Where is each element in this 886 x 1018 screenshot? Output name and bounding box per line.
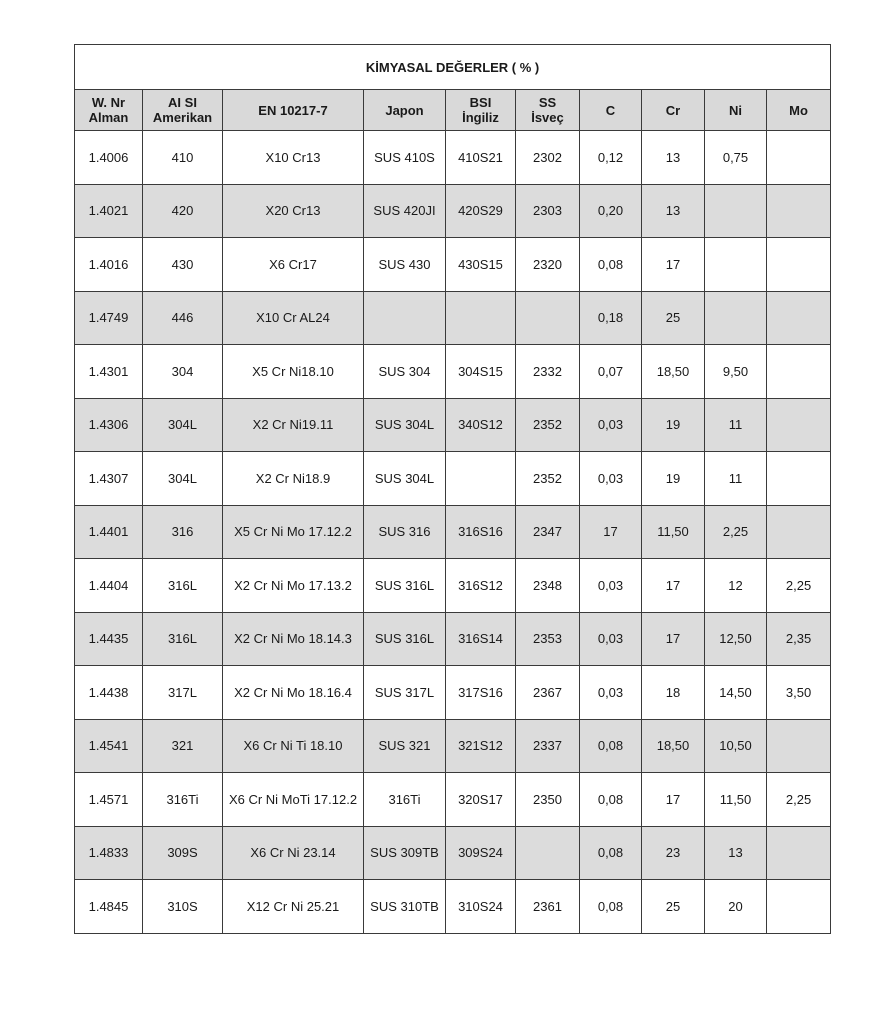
cell-cr: 19 <box>642 452 705 506</box>
cell-aisi-amerikan: 316L <box>143 612 223 666</box>
cell-aisi-amerikan: 430 <box>143 238 223 292</box>
column-header-cr <box>642 90 705 131</box>
cell-ni: 11,50 <box>705 773 767 827</box>
cell-aisi-amerikan: 446 <box>143 291 223 345</box>
cell-aisi-amerikan: 316Ti <box>143 773 223 827</box>
cell-en-10217-7: X2 Cr Ni Mo 17.13.2 <box>223 559 364 613</box>
cell-ss-isvec: 2303 <box>516 184 580 238</box>
cell-c: 0,03 <box>580 559 642 613</box>
cell-en-10217-7: X10 Cr13 <box>223 131 364 185</box>
cell-bsi-ingiliz: 420S29 <box>446 184 516 238</box>
cell-c: 0,08 <box>580 880 642 934</box>
cell-japon: SUS 410S <box>364 131 446 185</box>
cell-ni: 13 <box>705 826 767 880</box>
cell-c: 0,08 <box>580 773 642 827</box>
cell-bsi-ingiliz: 340S12 <box>446 398 516 452</box>
table-row <box>75 184 831 238</box>
cell-cr: 18,50 <box>642 719 705 773</box>
cell-cr: 19 <box>642 398 705 452</box>
cell-w-nr-alman: 1.4571 <box>75 773 143 827</box>
cell-cr: 18 <box>642 666 705 720</box>
table-row <box>75 826 831 880</box>
table-row <box>75 719 831 773</box>
cell-bsi-ingiliz: 304S15 <box>446 345 516 399</box>
cell-ss-isvec: 2353 <box>516 612 580 666</box>
cell-en-10217-7: X2 Cr Ni18.9 <box>223 452 364 506</box>
table-row <box>75 238 831 292</box>
cell-japon: SUS 316 <box>364 505 446 559</box>
cell-ss-isvec: 2302 <box>516 131 580 185</box>
cell-mo <box>767 452 831 506</box>
cell-c: 0,18 <box>580 291 642 345</box>
cell-japon: SUS 309TB <box>364 826 446 880</box>
cell-mo: 3,50 <box>767 666 831 720</box>
cell-mo: 2,25 <box>767 773 831 827</box>
cell-w-nr-alman: 1.4401 <box>75 505 143 559</box>
cell-cr: 25 <box>642 291 705 345</box>
cell-ni: 0,75 <box>705 131 767 185</box>
cell-bsi-ingiliz: 316S14 <box>446 612 516 666</box>
cell-w-nr-alman: 1.4541 <box>75 719 143 773</box>
cell-bsi-ingiliz: 317S16 <box>446 666 516 720</box>
header-line: Mo <box>789 102 808 118</box>
cell-aisi-amerikan: 304 <box>143 345 223 399</box>
cell-cr: 18,50 <box>642 345 705 399</box>
chemical-values-table-container <box>74 44 830 934</box>
cell-c: 0,03 <box>580 666 642 720</box>
cell-japon: SUS 321 <box>364 719 446 773</box>
cell-aisi-amerikan: 410 <box>143 131 223 185</box>
cell-w-nr-alman: 1.4021 <box>75 184 143 238</box>
cell-w-nr-alman: 1.4301 <box>75 345 143 399</box>
cell-w-nr-alman: 1.4435 <box>75 612 143 666</box>
cell-mo: 2,35 <box>767 612 831 666</box>
cell-ni <box>705 291 767 345</box>
cell-mo <box>767 826 831 880</box>
column-header-aisi-amerikan <box>143 90 223 131</box>
cell-ss-isvec: 2320 <box>516 238 580 292</box>
cell-cr: 25 <box>642 880 705 934</box>
cell-en-10217-7: X12 Cr Ni 25.21 <box>223 880 364 934</box>
cell-ni: 10,50 <box>705 719 767 773</box>
header-line: EN 10217-7 <box>258 102 328 118</box>
cell-aisi-amerikan: 317L <box>143 666 223 720</box>
cell-en-10217-7: X6 Cr Ni 23.14 <box>223 826 364 880</box>
cell-w-nr-alman: 1.4307 <box>75 452 143 506</box>
cell-w-nr-alman: 1.4438 <box>75 666 143 720</box>
cell-bsi-ingiliz: 316S16 <box>446 505 516 559</box>
column-header-w-nr-alman <box>75 90 143 131</box>
cell-bsi-ingiliz: 321S12 <box>446 719 516 773</box>
header-line: Japon <box>385 102 424 118</box>
cell-mo <box>767 131 831 185</box>
header-line: C <box>605 102 616 118</box>
cell-w-nr-alman: 1.4306 <box>75 398 143 452</box>
cell-c: 0,12 <box>580 131 642 185</box>
column-header-en-10217-7 <box>223 90 364 131</box>
cell-en-10217-7: X6 Cr Ni MoTi 17.12.2 <box>223 773 364 827</box>
table-row <box>75 880 831 934</box>
cell-en-10217-7: X2 Cr Ni Mo 18.16.4 <box>223 666 364 720</box>
cell-aisi-amerikan: 309S <box>143 826 223 880</box>
cell-japon: SUS 420JI <box>364 184 446 238</box>
table-row <box>75 398 831 452</box>
cell-en-10217-7: X2 Cr Ni Mo 18.14.3 <box>223 612 364 666</box>
column-header-row <box>75 90 831 131</box>
cell-ss-isvec: 2350 <box>516 773 580 827</box>
cell-bsi-ingiliz <box>446 452 516 506</box>
cell-mo <box>767 719 831 773</box>
cell-ni: 11 <box>705 398 767 452</box>
cell-bsi-ingiliz: 320S17 <box>446 773 516 827</box>
cell-c: 0,08 <box>580 826 642 880</box>
cell-mo: 2,25 <box>767 559 831 613</box>
cell-aisi-amerikan: 316 <box>143 505 223 559</box>
cell-cr: 23 <box>642 826 705 880</box>
table-body <box>75 131 831 934</box>
cell-mo <box>767 184 831 238</box>
table-row <box>75 559 831 613</box>
column-header-c <box>580 90 642 131</box>
cell-w-nr-alman: 1.4016 <box>75 238 143 292</box>
cell-cr: 17 <box>642 773 705 827</box>
header-line: İngiliz <box>462 110 499 125</box>
header-line: AI SI <box>168 95 197 110</box>
table-row <box>75 773 831 827</box>
cell-aisi-amerikan: 321 <box>143 719 223 773</box>
cell-cr: 13 <box>642 131 705 185</box>
header-line: Ni <box>729 102 742 118</box>
cell-mo <box>767 345 831 399</box>
cell-aisi-amerikan: 316L <box>143 559 223 613</box>
table-row <box>75 291 831 345</box>
cell-ss-isvec <box>516 291 580 345</box>
cell-japon <box>364 291 446 345</box>
cell-mo <box>767 880 831 934</box>
cell-c: 0,03 <box>580 398 642 452</box>
cell-ni: 9,50 <box>705 345 767 399</box>
cell-c: 0,20 <box>580 184 642 238</box>
cell-ss-isvec: 2367 <box>516 666 580 720</box>
cell-japon: SUS 304L <box>364 452 446 506</box>
cell-w-nr-alman: 1.4845 <box>75 880 143 934</box>
cell-bsi-ingiliz: 430S15 <box>446 238 516 292</box>
cell-cr: 11,50 <box>642 505 705 559</box>
cell-ss-isvec: 2337 <box>516 719 580 773</box>
cell-ni: 11 <box>705 452 767 506</box>
cell-aisi-amerikan: 304L <box>143 398 223 452</box>
cell-en-10217-7: X20 Cr13 <box>223 184 364 238</box>
cell-japon: SUS 310TB <box>364 880 446 934</box>
cell-ni: 14,50 <box>705 666 767 720</box>
cell-w-nr-alman: 1.4833 <box>75 826 143 880</box>
cell-ss-isvec: 2361 <box>516 880 580 934</box>
cell-mo <box>767 238 831 292</box>
cell-ni: 2,25 <box>705 505 767 559</box>
cell-aisi-amerikan: 420 <box>143 184 223 238</box>
header-line: Cr <box>665 102 681 118</box>
cell-japon: SUS 316L <box>364 612 446 666</box>
header-line: SS <box>538 95 557 110</box>
header-line: Amerikan <box>152 110 213 125</box>
column-header-ni <box>705 90 767 131</box>
table-title: KİMYASAL DEĞERLER ( % ) <box>75 45 831 90</box>
cell-en-10217-7: X5 Cr Ni18.10 <box>223 345 364 399</box>
header-line: BSI <box>469 95 492 110</box>
cell-ss-isvec: 2352 <box>516 452 580 506</box>
cell-w-nr-alman: 1.4749 <box>75 291 143 345</box>
cell-en-10217-7: X6 Cr Ni Ti 18.10 <box>223 719 364 773</box>
cell-ss-isvec: 2348 <box>516 559 580 613</box>
cell-japon: 316Ti <box>364 773 446 827</box>
column-header-bsi-ingiliz <box>446 90 516 131</box>
cell-bsi-ingiliz <box>446 291 516 345</box>
table-row <box>75 612 831 666</box>
column-header-mo <box>767 90 831 131</box>
cell-mo <box>767 398 831 452</box>
header-line: W. Nr <box>91 95 126 110</box>
cell-mo <box>767 291 831 345</box>
header-line: Alman <box>88 110 129 125</box>
cell-cr: 17 <box>642 559 705 613</box>
cell-aisi-amerikan: 304L <box>143 452 223 506</box>
cell-en-10217-7: X2 Cr Ni19.11 <box>223 398 364 452</box>
cell-cr: 13 <box>642 184 705 238</box>
cell-c: 17 <box>580 505 642 559</box>
cell-mo <box>767 505 831 559</box>
cell-w-nr-alman: 1.4006 <box>75 131 143 185</box>
cell-ss-isvec <box>516 826 580 880</box>
cell-japon: SUS 304 <box>364 345 446 399</box>
cell-japon: SUS 430 <box>364 238 446 292</box>
cell-bsi-ingiliz: 310S24 <box>446 880 516 934</box>
cell-japon: SUS 316L <box>364 559 446 613</box>
cell-c: 0,03 <box>580 612 642 666</box>
cell-en-10217-7: X5 Cr Ni Mo 17.12.2 <box>223 505 364 559</box>
table-row <box>75 666 831 720</box>
table-row <box>75 505 831 559</box>
cell-ss-isvec: 2347 <box>516 505 580 559</box>
cell-ni: 20 <box>705 880 767 934</box>
table-row <box>75 345 831 399</box>
cell-ni: 12,50 <box>705 612 767 666</box>
cell-bsi-ingiliz: 309S24 <box>446 826 516 880</box>
header-line: İsveç <box>531 110 564 125</box>
cell-en-10217-7: X6 Cr17 <box>223 238 364 292</box>
cell-ni <box>705 184 767 238</box>
cell-c: 0,03 <box>580 452 642 506</box>
column-header-ss-isvec <box>516 90 580 131</box>
cell-aisi-amerikan: 310S <box>143 880 223 934</box>
cell-bsi-ingiliz: 410S21 <box>446 131 516 185</box>
column-header-japon <box>364 90 446 131</box>
cell-ss-isvec: 2332 <box>516 345 580 399</box>
cell-c: 0,08 <box>580 719 642 773</box>
cell-ni: 12 <box>705 559 767 613</box>
cell-bsi-ingiliz: 316S12 <box>446 559 516 613</box>
cell-japon: SUS 304L <box>364 398 446 452</box>
cell-w-nr-alman: 1.4404 <box>75 559 143 613</box>
cell-c: 0,08 <box>580 238 642 292</box>
cell-cr: 17 <box>642 612 705 666</box>
cell-en-10217-7: X10 Cr AL24 <box>223 291 364 345</box>
table-row <box>75 452 831 506</box>
cell-ni <box>705 238 767 292</box>
cell-ss-isvec: 2352 <box>516 398 580 452</box>
chemical-values-table <box>74 44 831 934</box>
cell-c: 0,07 <box>580 345 642 399</box>
cell-japon: SUS 317L <box>364 666 446 720</box>
cell-cr: 17 <box>642 238 705 292</box>
table-row <box>75 131 831 185</box>
